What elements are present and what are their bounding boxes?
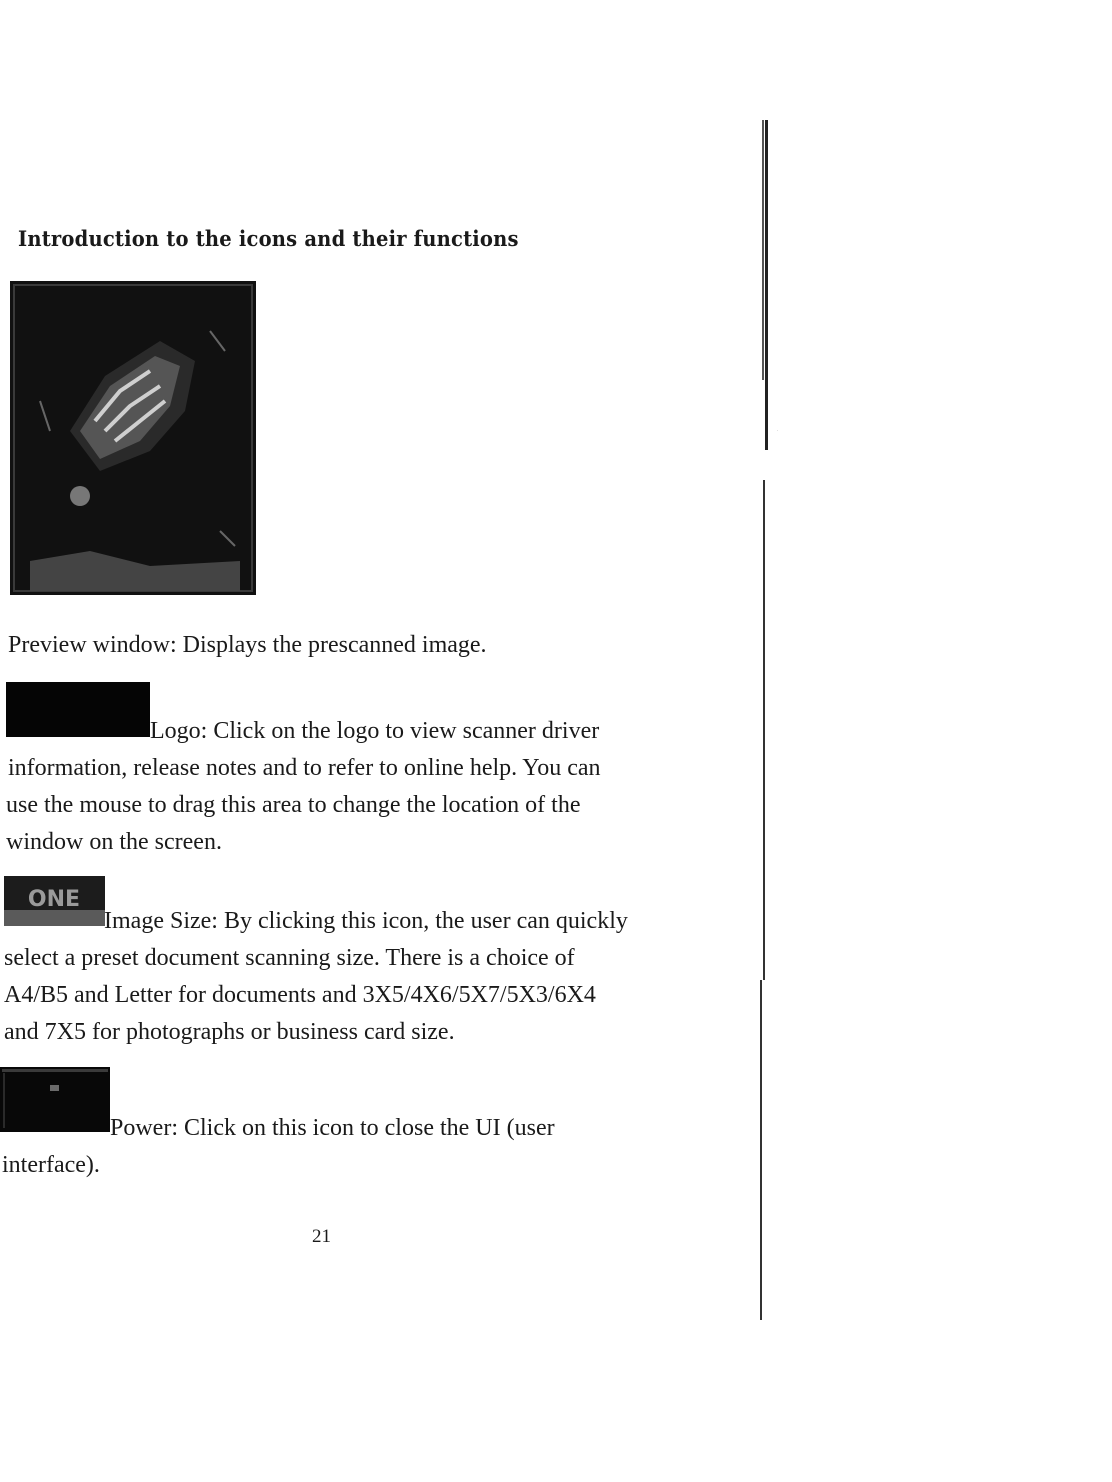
page-binding-edge xyxy=(748,120,778,1330)
logo-icon[interactable] xyxy=(6,682,150,737)
image-size-description-line-3: A4/B5 and Letter for documents and 3X5/4X6/5X7/5X3/6X4 xyxy=(4,982,596,1008)
page-number: 21 xyxy=(312,1226,331,1247)
preview-window-description: Preview window: Displays the prescanned image. xyxy=(8,632,487,658)
image-size-icon[interactable] xyxy=(4,876,105,926)
image-size-description-line-4: and 7X5 for photographs or business card size. xyxy=(4,1019,455,1045)
image-size-description-line-1: Image Size: By clicking this icon, the user can quickly xyxy=(104,908,628,934)
preview-window-image xyxy=(10,281,256,595)
power-description-line-1: Power: Click on this icon to close the UI (user xyxy=(110,1115,555,1141)
page-heading: Introduction to the icons and their functions xyxy=(18,226,519,251)
logo-description-line-2: information, release notes and to refer to online help. You can xyxy=(8,755,601,781)
logo-description-line-3: use the mouse to drag this area to change the location of the xyxy=(6,792,581,818)
logo-description-line-4: window on the screen. xyxy=(6,829,222,855)
logo-description-line-1: Logo: Click on the logo to view scanner driver xyxy=(150,718,600,744)
image-size-icon-label: ONE xyxy=(27,887,81,912)
power-description-line-2: interface). xyxy=(2,1152,100,1178)
power-icon[interactable] xyxy=(0,1067,110,1132)
image-size-description-line-2: select a preset document scanning size. There is a choice of xyxy=(4,945,575,971)
